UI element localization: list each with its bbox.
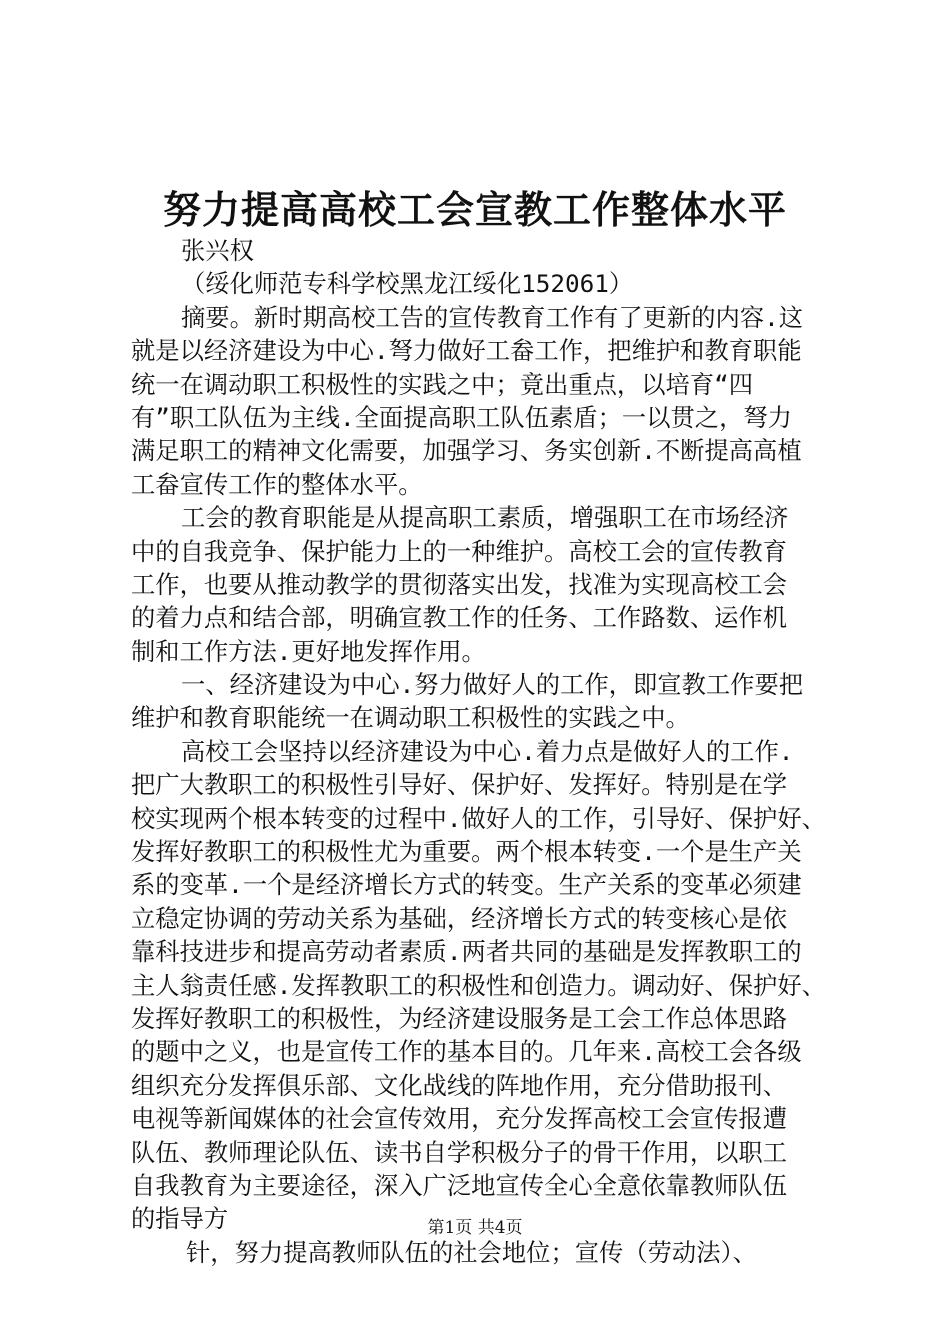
document-body bbox=[131, 234, 829, 1269]
body-line: 满足职工的精神文化需要，加强学习、务实创新.不断提高高植 bbox=[131, 436, 802, 466]
body-line: 中的自我竞争、保护能力上的一种维护。高校工会的宣传教育 bbox=[131, 536, 788, 566]
body-line: 工畚宣传工作的整体水平。 bbox=[131, 469, 423, 499]
body-line: 自我教育为主要途径，深入广泛地宣传全心全意依靠教师队伍 bbox=[131, 1170, 788, 1200]
body-line: 的题中之义，也是宣传工作的基本目的。几年来.高校工会各级 bbox=[131, 1037, 802, 1067]
body-line: 系的变革.一个是经济增长方式的转变。生产关系的变革必须建 bbox=[131, 870, 802, 900]
body-line: 一、经济建设为中心.努力做好人的工作，即宣教工作要把 bbox=[181, 670, 804, 700]
body-line: 组织充分发挥俱乐部、文化战线的阵地作用，充分借助报刊、 bbox=[131, 1070, 788, 1100]
body-paragraphs bbox=[131, 301, 829, 1269]
body-line: 工会的教育职能是从提高职工素质，增强职工在市场经济 bbox=[181, 503, 789, 533]
body-line: 统一在调动职工积极性的实践之中；竟出重点，以培育“四 bbox=[131, 369, 754, 399]
body-line: 就是以经济建设为中心.弩力做好工畚工作，把维护和教育职能 bbox=[131, 336, 802, 366]
body-line: 的指导方 bbox=[131, 1204, 229, 1234]
body-line: 维护和教育职能统一在调动职工积极性的实践之中。 bbox=[131, 703, 690, 733]
body-line: 制和工作方法.更好地发挥作用。 bbox=[131, 636, 486, 666]
body-line: 有”职工队伍为主线.全面提高职工队伍素盾；一以贯之，弩力 bbox=[131, 402, 792, 432]
body-line: 队伍、教师理论队伍、读书自学积极分子的骨干作用，以职工 bbox=[131, 1137, 788, 1167]
body-line: 把广大教职工的积极性引导好、保护好、发挥好。特别是在学 bbox=[131, 770, 788, 800]
body-line: 主人翁责任感.发挥教职工的积极性和创造力。调动好、保护好、 bbox=[131, 970, 826, 1000]
affiliation-line: （绥化师范专科学校黑龙江绥化152061） bbox=[181, 269, 634, 299]
body-line: 立稳定协调的劳动关系为基础，经济增长方式的转变核心是依 bbox=[131, 903, 788, 933]
body-line: 发挥好教职工的积极性，为经济建设服务是工会工作总体思路 bbox=[131, 1003, 788, 1033]
body-line: 工作，也要从推动教学的贯彻落实出发，找准为实现高校工会 bbox=[131, 569, 788, 599]
document-title: 努力提高高校工会宣教工作整体水平 bbox=[162, 187, 787, 232]
body-line: 摘要。新时期高校工告的宣传教育工作有了更新的内容.这 bbox=[181, 302, 804, 332]
body-line: 校实现两个根本转变的过程中.做好人的工作，引导好、保护好、 bbox=[131, 803, 826, 833]
body-line: 电视等新闻媒体的社会宣传效用，充分发挥高校工会宣传报遭 bbox=[131, 1104, 788, 1134]
body-line: 针，努力提高教师队伍的社会地位；宣传（劳动法）、 bbox=[186, 1237, 757, 1267]
body-line: 的着力点和结合部，明确宣教工作的任务、工作路数、运作机 bbox=[131, 603, 788, 633]
page-footer: 第1页 共4页 bbox=[427, 1218, 523, 1238]
author-line: 张兴权 bbox=[181, 236, 254, 265]
body-line: 靠科技进步和提高劳动者素质.两者共同的基础是发挥教职工的 bbox=[131, 937, 802, 967]
body-line: 发挥好教职工的积极性尤为重要。两个根本转变.一个是生产关 bbox=[131, 837, 802, 867]
body-line: 高校工会坚持以经济建设为中心.着力点是做好人的工作. bbox=[181, 736, 794, 766]
